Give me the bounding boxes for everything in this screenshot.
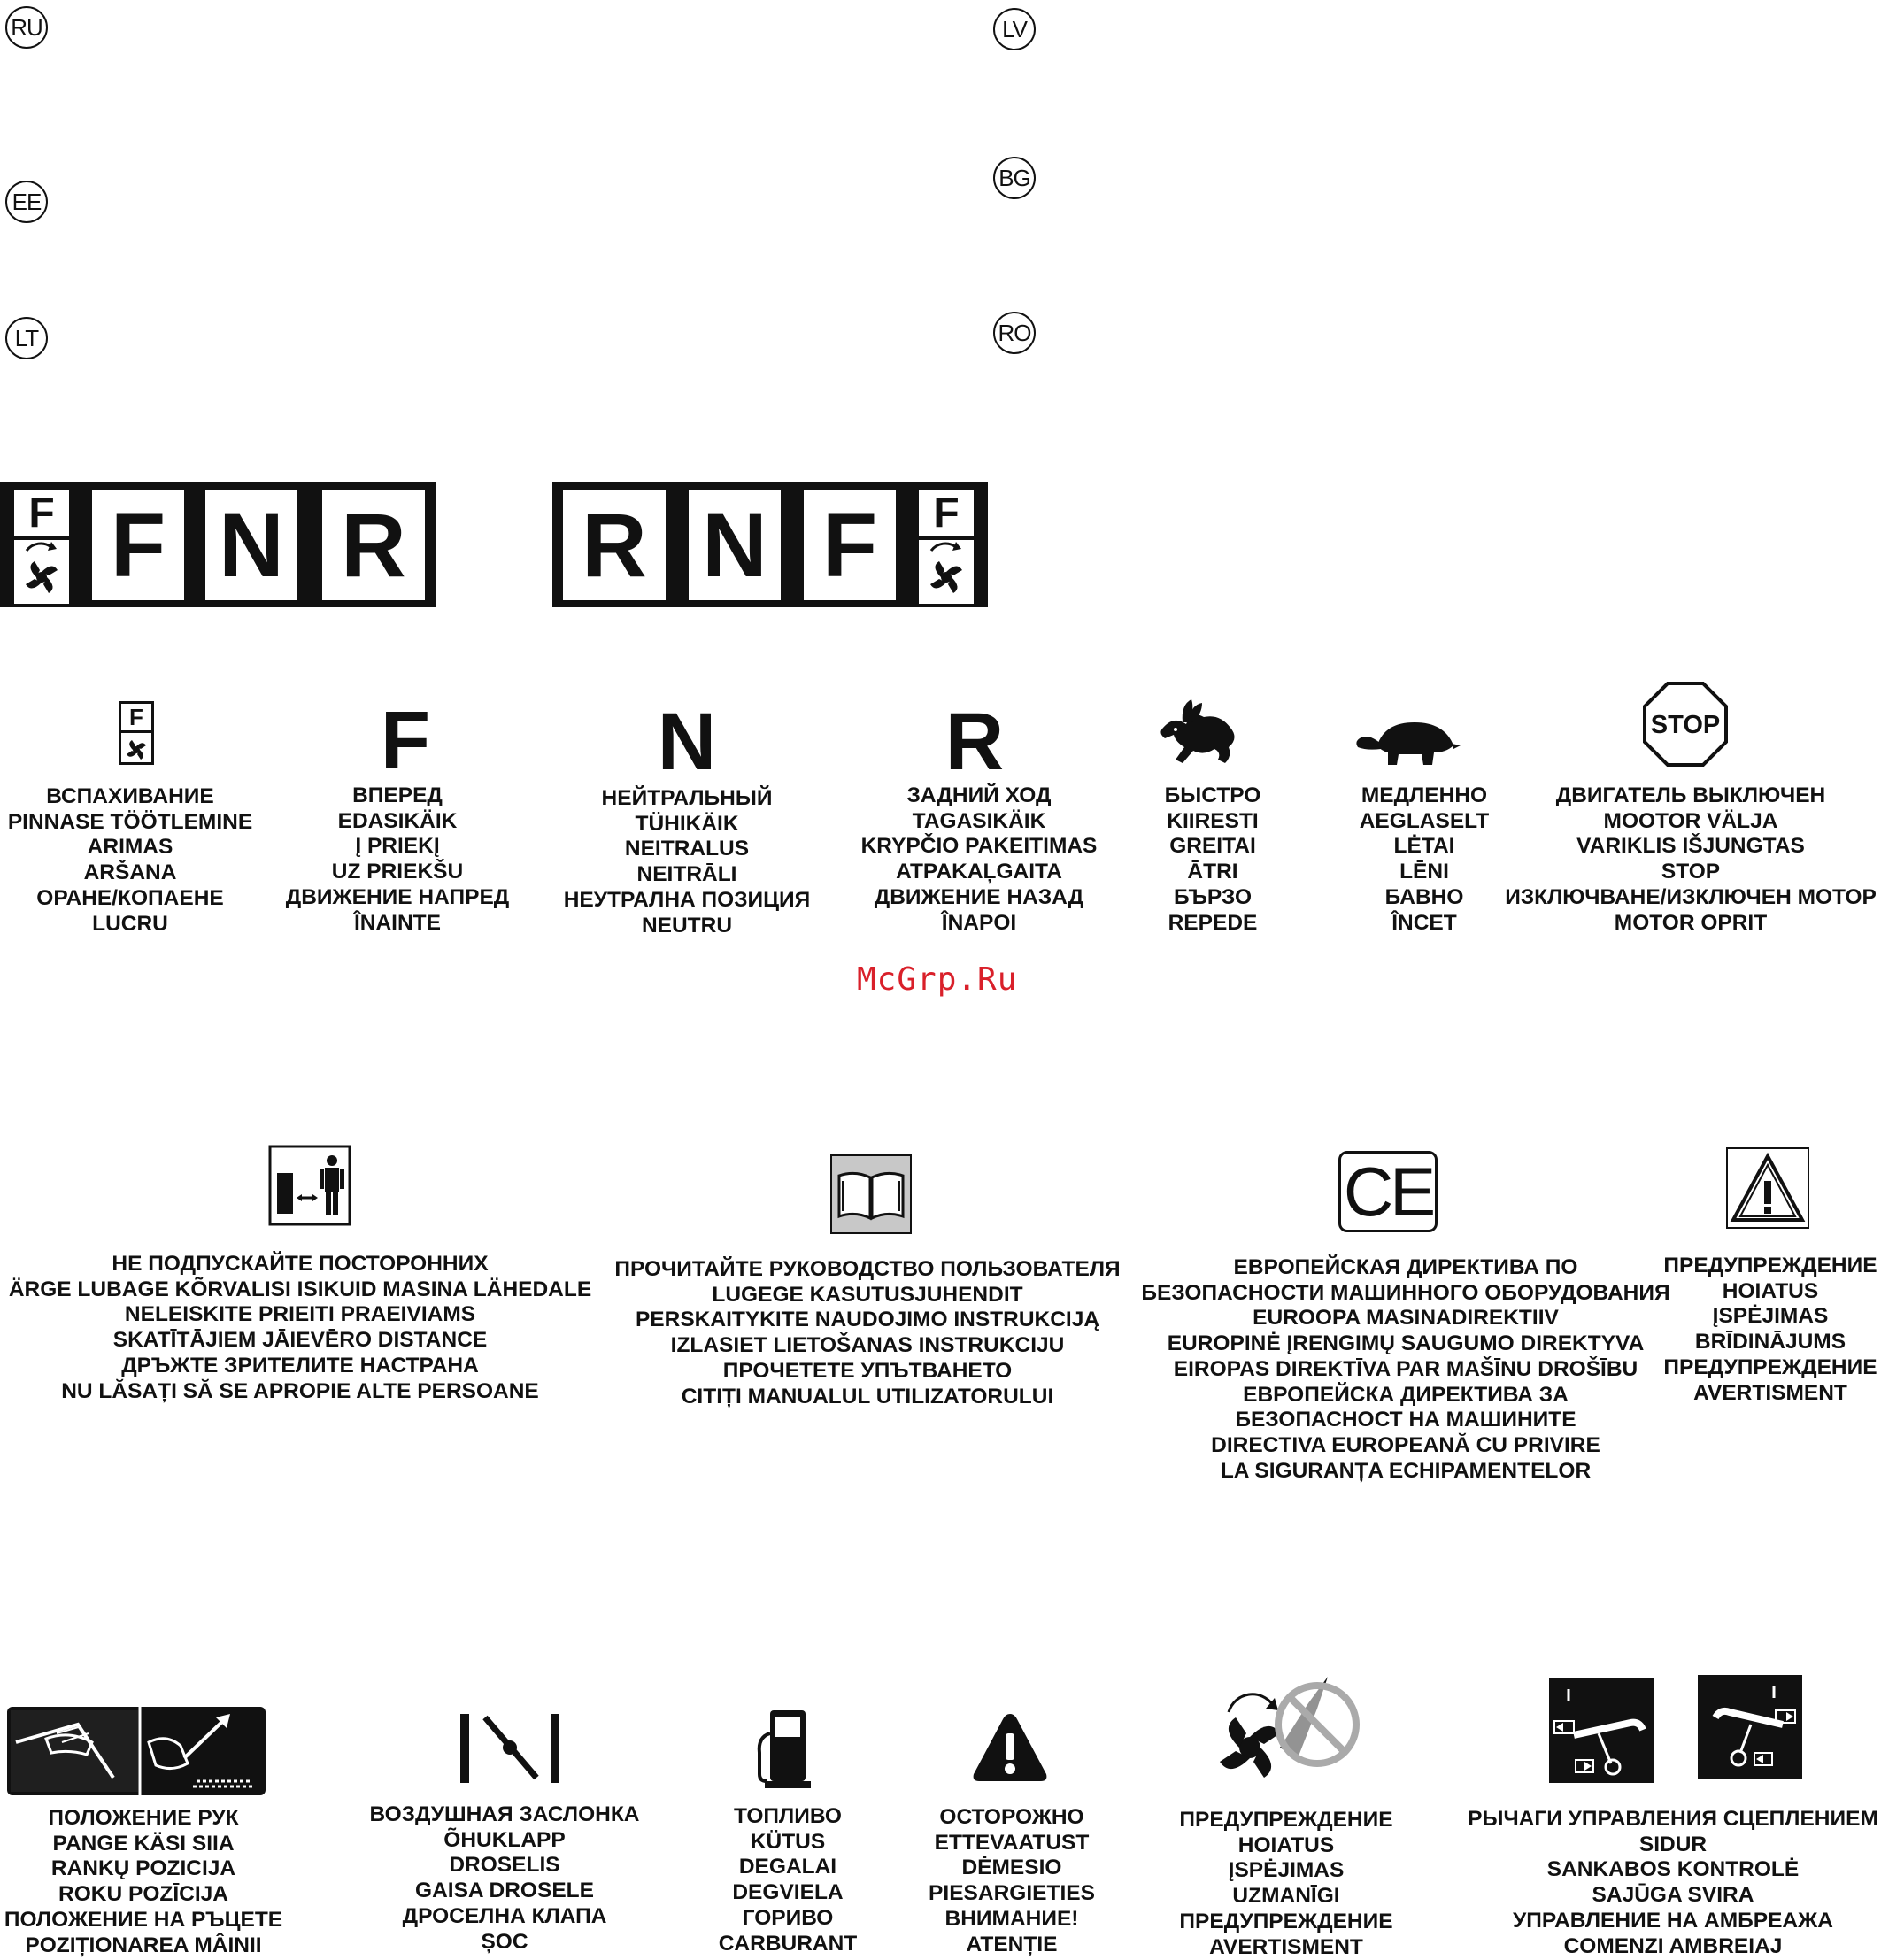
label-line: UZ PRIEKŠU: [331, 860, 464, 884]
reverse-letter: R: [944, 697, 1005, 787]
clutch-lever-right-icon: [1698, 1675, 1802, 1779]
gear-strip-left: [0, 482, 436, 607]
label-line: TAGASIKÄIK: [912, 808, 1046, 833]
forward-letter: F: [380, 695, 431, 785]
label-line: KÜTUS: [750, 1829, 826, 1854]
label-line: STOP: [1661, 860, 1721, 884]
label-line: ВСПАХИВАНИЕ: [46, 784, 214, 808]
gear-cell-n: N: [205, 490, 297, 600]
label-line: LĖTAI: [1393, 834, 1455, 859]
label-line: ДРЪЖТЕ ЗРИТЕЛИТЕ НАСТРАНА: [121, 1353, 479, 1377]
label-line: ДВИЖЕНИЕ НАЗАД: [874, 884, 1084, 909]
label-line: ДВИГАТЕЛЬ ВЫКЛЮЧЕН: [1555, 783, 1826, 807]
caution-label: [929, 1805, 1095, 1957]
label-line: ЕВРОПЕЙСКА ДИРЕКТИВА ЗА: [1243, 1382, 1569, 1407]
label-line: БЪРЗО: [1173, 884, 1253, 909]
gear-cell-r: R: [563, 490, 666, 600]
neutral-letter: N: [657, 697, 717, 787]
forward-label: [286, 783, 510, 936]
gear-cell-f: F: [92, 490, 184, 600]
label-line: PIESARGIETIES: [929, 1881, 1095, 1906]
stop-sign-icon: [1643, 682, 1728, 767]
label-line: БЕЗОПАСНОСТ НА МАШИНИТЕ: [1235, 1408, 1576, 1432]
label-line: POZIȚIONAREA MÂINII: [25, 1933, 262, 1957]
label-line: ИЗКЛЮЧВАНЕ/ИЗКЛЮЧЕН МОТОР: [1505, 884, 1877, 909]
warning-label: [1663, 1254, 1877, 1406]
label-line: ОСТОРОЖНО: [939, 1805, 1084, 1829]
fuel-pump-icon: [754, 1707, 820, 1792]
hand-position-icon: [7, 1707, 266, 1795]
label-line: NEITRALUS: [624, 837, 750, 861]
label-line: LĒNI: [1399, 860, 1449, 884]
label-line: KRYPČIO PAKEITIMAS: [860, 834, 1098, 859]
label-line: ПРОЧЕТЕТЕ УПЪТВАНЕТО: [722, 1358, 1013, 1383]
keep-distance-label: [9, 1252, 591, 1404]
label-line: NU LĂSAȚI SĂ SE APROPIE ALTE PERSOANE: [61, 1378, 539, 1403]
read-manual-label: [614, 1257, 1120, 1409]
tilling-icon: [119, 701, 154, 765]
label-line: IZLASIET LIETOŠANAS INSTRUKCIJU: [670, 1333, 1065, 1358]
label-line: БЕЗОПАСНОСТИ МАШИННОГО ОБОРУДОВАНИЯ: [1141, 1280, 1670, 1305]
label-line: ȘOC: [481, 1929, 528, 1954]
tiller-cell: [919, 490, 974, 604]
fuel-label: [719, 1804, 858, 1956]
label-line: ПРЕДУПРЕЖДЕНИЕ: [1179, 1909, 1393, 1933]
label-line: БАВНО: [1384, 884, 1464, 909]
lang-badge-lt: LT: [5, 317, 48, 359]
label-line: COMENZI AMBREIAJ: [1563, 1933, 1783, 1958]
label-line: LUCRU: [92, 911, 168, 936]
label-line: НЕУТРАЛНА ПОЗИЦИЯ: [563, 887, 811, 912]
label-line: NEUTRU: [641, 913, 733, 938]
lang-badge-bg: BG: [993, 157, 1036, 199]
label-line: ATENȚIE: [966, 1932, 1058, 1956]
label-line: ТОПЛИВО: [734, 1804, 842, 1828]
gear-cell-n: N: [689, 490, 781, 600]
label-line: GAISA DROSELE: [415, 1879, 594, 1903]
label-line: AEGLASELT: [1359, 808, 1490, 833]
ce-mark-icon: [1338, 1151, 1438, 1232]
label-line: PERSKAITYKITE NAUDOJIMO INSTRUKCIJĄ: [635, 1308, 1100, 1332]
label-line: ETTEVAATUST: [934, 1830, 1090, 1855]
label-line: ATPAKAĻGAITA: [896, 860, 1062, 884]
turtle-icon: [1354, 715, 1464, 770]
rabbit-icon: [1156, 698, 1241, 768]
label-line: EIROPAS DIREKTĪVA PAR MAŠĪNU DROŠĪBU: [1173, 1356, 1638, 1381]
label-line: ВПЕРЕД: [352, 783, 443, 807]
label-line: ARIMAS: [87, 835, 173, 860]
label-line: CARBURANT: [718, 1931, 858, 1956]
ce-directive-label: [1141, 1255, 1669, 1484]
label-line: НЕЙТРАЛЬНЫЙ: [601, 786, 773, 810]
label-line: ĮSPĖJIMAS: [1712, 1304, 1829, 1329]
label-line: ARŠANA: [83, 860, 177, 885]
lang-badge-ro: RO: [993, 312, 1036, 354]
gear-cell-f: F: [804, 490, 896, 600]
label-line: AVERTISMENT: [1209, 1934, 1363, 1959]
label-line: БЫСТРО: [1164, 783, 1261, 807]
label-line: DROSELIS: [449, 1853, 560, 1878]
label-line: LUGEGE KASUTUSJUHENDIT: [712, 1282, 1023, 1307]
label-line: Į PRIEKĮ: [355, 834, 440, 859]
stop-sign-text: STOP: [1650, 711, 1721, 739]
label-line: REPEDE: [1168, 910, 1258, 935]
label-line: DEGVIELA: [732, 1880, 844, 1905]
label-line: ÎNAINTE: [353, 910, 441, 935]
label-line: AVERTISMENT: [1693, 1380, 1847, 1405]
label-line: RANKŲ POZICIJA: [50, 1856, 236, 1881]
lang-badge-ee: EE: [5, 181, 48, 223]
label-line: ÄRGE LUBAGE KÕRVALISI ISIKUID MASINA LÄHEDALE: [8, 1277, 592, 1301]
choke-label: [369, 1802, 639, 1955]
label-line: UZMANĪGI: [1232, 1884, 1340, 1909]
label-line: EDASIKÄIK: [337, 808, 458, 833]
label-line: ДРОСЕЛНА КЛАПА: [402, 1903, 607, 1928]
tine-icon: [16, 540, 67, 598]
label-line: РЫЧАГИ УПРАВЛЕНИЯ СЦЕПЛЕНИЕМ: [1468, 1807, 1878, 1831]
manual-book-icon: [830, 1154, 912, 1234]
label-line: ПОЛОЖЕНИЕ НА РЪЦЕТЕ: [4, 1907, 283, 1932]
label-line: УПРАВЛЕНИЕ НА АМБРЕАЖА: [1513, 1908, 1833, 1933]
label-line: DEGALAI: [738, 1855, 837, 1879]
label-line: EUROOPA MASINADIREKTIIV: [1253, 1306, 1559, 1331]
label-line: BRĪDINĀJUMS: [1694, 1330, 1846, 1354]
label-line: SKATĪTĀJIEM JĀIEVĒRO DISTANCE: [112, 1328, 488, 1353]
label-line: MOTOR OPRIT: [1614, 910, 1768, 935]
slow-label: [1360, 783, 1490, 936]
neutral-label: [564, 786, 811, 938]
caution-triangle-icon: [970, 1710, 1050, 1785]
fast-label: [1165, 783, 1261, 936]
label-line: ВНИМАНИЕ!: [944, 1906, 1079, 1931]
label-line: LA SIGURANȚA ECHIPAMENTELOR: [1220, 1458, 1592, 1483]
label-line: SANKABOS KONTROLĖ: [1546, 1857, 1800, 1882]
choke-icon: [459, 1712, 561, 1785]
label-line: MOOTOR VÄLJA: [1603, 808, 1778, 833]
reverse-label: [861, 783, 1098, 936]
label-line: SAJŪGA SVIRA: [1592, 1883, 1754, 1908]
hand-position-label: [4, 1806, 282, 1958]
label-line: TÜHIKÄIK: [635, 811, 739, 836]
warning-triangle-icon: [1726, 1147, 1809, 1229]
gear-cell-r: R: [322, 490, 425, 600]
label-line: ПРОЧИТАЙТЕ РУКОВОДСТВО ПОЛЬЗОВАТЕЛЯ: [614, 1257, 1121, 1281]
label-line: ПРЕДУПРЕЖДЕНИЕ: [1663, 1254, 1877, 1277]
label-line: HOIATUS: [1722, 1278, 1819, 1303]
label-line: ВОЗДУШНАЯ ЗАСЛОНКА: [369, 1802, 640, 1826]
tine-icon: [121, 733, 151, 763]
watermark: McGrp.Ru: [857, 961, 1018, 998]
label-line: ОРАНЕ/КОПАЕНЕ: [36, 885, 224, 910]
label-line: DIRECTIVA EUROPEANĂ CU PRIVIRE: [1211, 1432, 1600, 1457]
label-line: ЕВРОПЕЙСКАЯ ДИРЕКТИВА ПО: [1233, 1255, 1578, 1279]
tiller-cell: [14, 490, 69, 604]
label-line: KIIRESTI: [1167, 808, 1259, 833]
label-line: GREITAI: [1169, 834, 1256, 859]
tine-warning-label: [1179, 1808, 1392, 1960]
stop-label: [1505, 783, 1877, 936]
label-line: ДВИЖЕНИЕ НАПРЕД: [285, 884, 510, 909]
label-line: ПРЕДУПРЕЖДЕНИЕ: [1663, 1354, 1877, 1379]
tilling-icon-letter: F: [121, 704, 151, 733]
keep-distance-icon: [268, 1145, 351, 1226]
tine-icon: [921, 540, 972, 598]
label-line: ROKU POZĪCIJA: [58, 1882, 228, 1907]
label-line: PINNASE TÖÖTLEMINE: [7, 809, 253, 834]
label-line: ÕHUKLAPP: [443, 1827, 566, 1852]
label-line: CITIȚI MANUALUL UTILIZATORULUI: [681, 1384, 1054, 1408]
clutch-lever-left-icon: [1549, 1678, 1654, 1783]
label-line: PANGE KÄSI SIIA: [52, 1831, 235, 1856]
label-line: ĮSPĖJIMAS: [1228, 1858, 1345, 1883]
tiller-letter: F: [919, 490, 974, 540]
label-line: SIDUR: [1638, 1832, 1708, 1856]
label-line: НЕ ПОДПУСКАЙТЕ ПОСТОРОННИХ: [112, 1252, 489, 1276]
tilling-label: [8, 784, 252, 937]
ce-mark-text: CE: [1343, 1152, 1433, 1231]
clutch-levers-label: [1468, 1807, 1878, 1959]
label-line: ПОЛОЖЕНИЕ РУК: [48, 1806, 239, 1830]
label-line: ĀTRI: [1187, 860, 1238, 884]
label-line: DĖMESIO: [961, 1856, 1062, 1880]
gear-strip-right: [552, 482, 988, 607]
label-line: VARIKLIS IŠJUNGTAS: [1576, 834, 1805, 859]
label-line: ÎNCET: [1391, 910, 1457, 935]
label-line: МЕДЛЕННО: [1361, 783, 1488, 807]
label-line: NELEISKITE PRIEITI PRAEIVIAMS: [124, 1302, 476, 1327]
label-line: EUROPINĖ ĮRENGIMŲ SAUGUMO DIREKTYVA: [1167, 1331, 1645, 1356]
label-line: ÎNAPOI: [941, 910, 1017, 935]
lang-badge-lv: LV: [993, 8, 1036, 50]
label-line: NEITRĀLI: [636, 862, 737, 887]
lang-badge-ru: RU: [5, 6, 48, 49]
tiller-letter: F: [14, 490, 69, 540]
label-line: ЗАДНИЙ ХОД: [906, 783, 1052, 807]
label-line: ГОРИВО: [742, 1905, 834, 1930]
label-line: HOIATUS: [1237, 1833, 1335, 1857]
rotating-tines-warning-icon: [1211, 1673, 1361, 1788]
label-line: ПРЕДУПРЕЖДЕНИЕ: [1179, 1808, 1393, 1832]
